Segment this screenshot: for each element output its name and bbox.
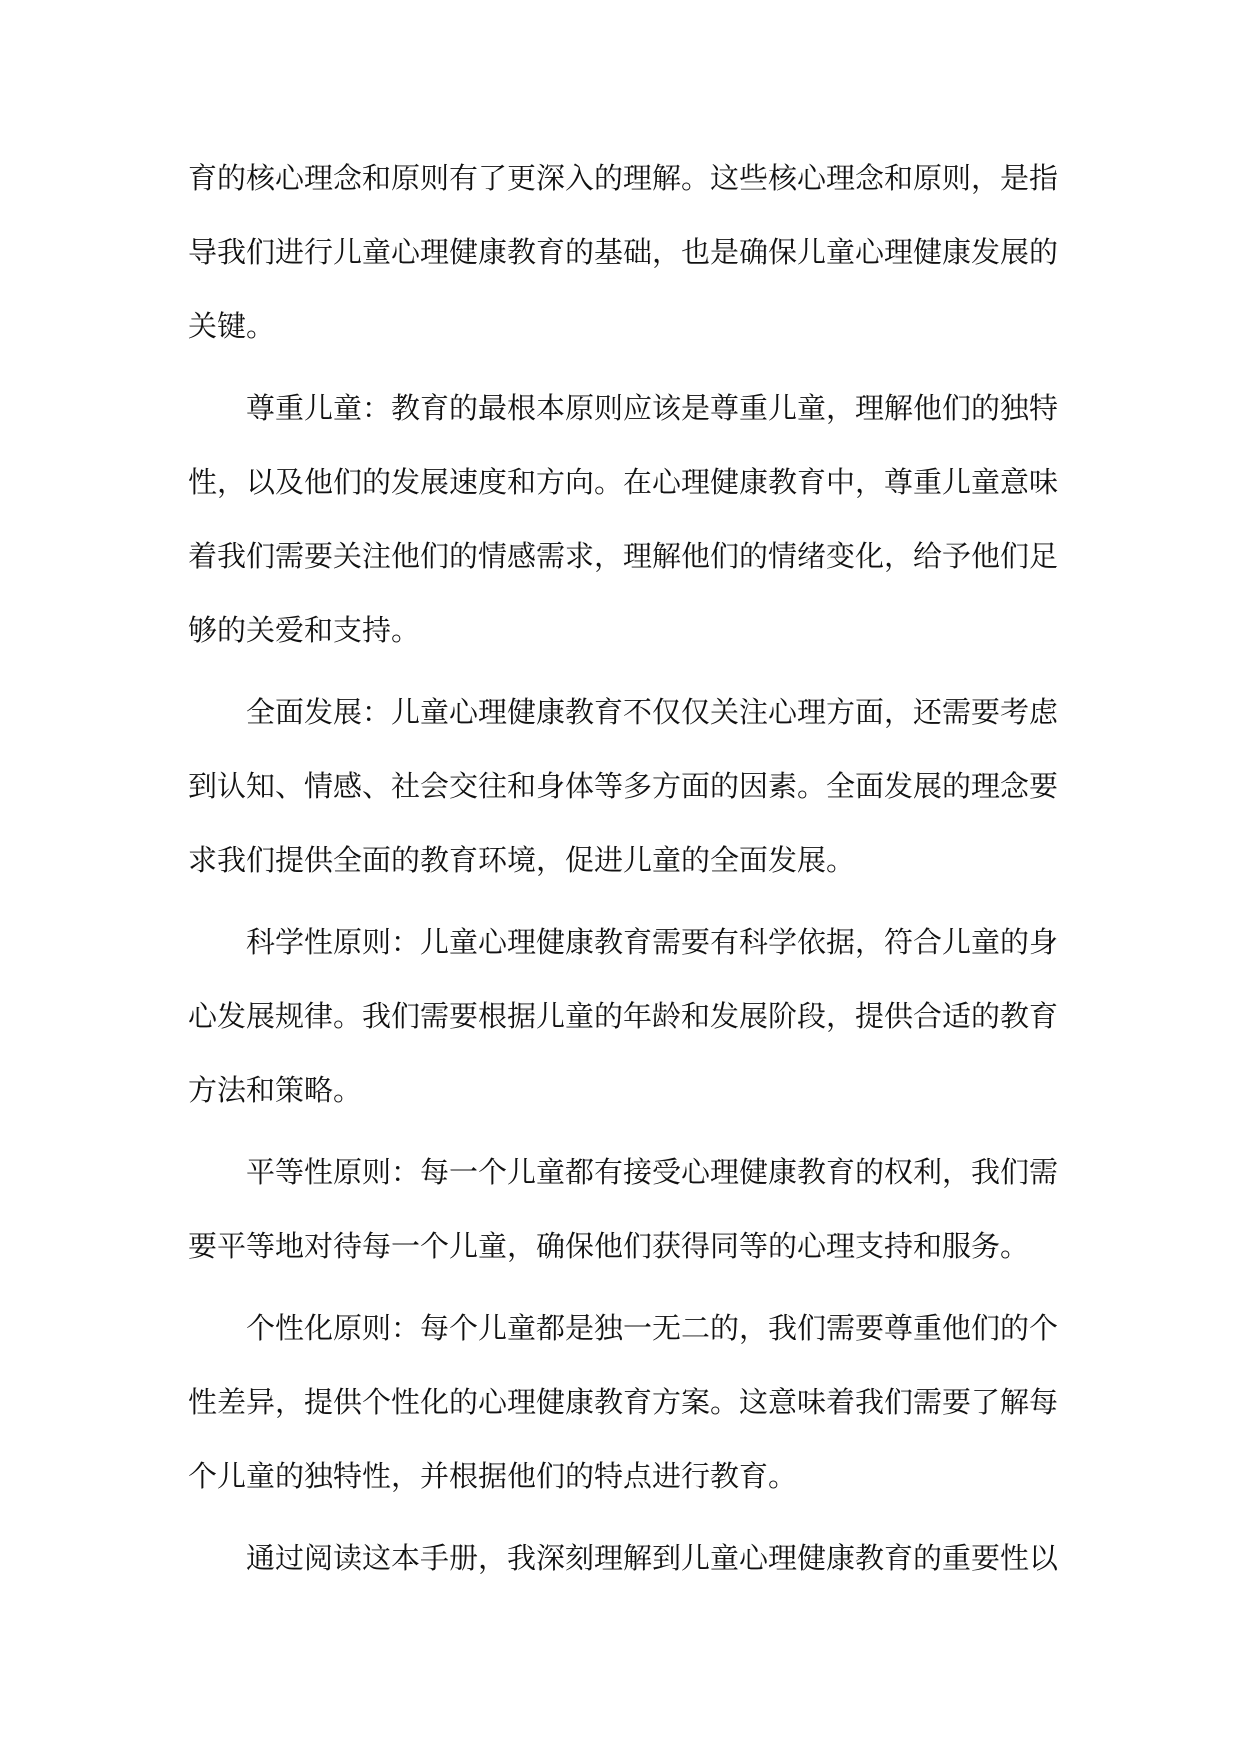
text-line: 尊重儿童：教育的最根本原则应该是尊重儿童，理解他们的独特: [246, 391, 1059, 425]
text-line: 性差异，提供个性化的心理健康教育方案。这意味着我们需要了解每: [188, 1385, 1059, 1419]
text-line: 导我们进行儿童心理健康教育的基础，也是确保儿童心理健康发展的: [188, 235, 1059, 269]
paragraph-respect-children: [188, 371, 1059, 667]
text-line: 关键。: [188, 309, 276, 343]
text-line: 平等性原则：每一个儿童都有接受心理健康教育的权利，我们需: [246, 1155, 1059, 1189]
paragraph-comprehensive-development: [188, 675, 1059, 897]
text-line: 个性化原则：每个儿童都是独一无二的，我们需要尊重他们的个: [246, 1311, 1059, 1345]
text-line: 心发展规律。我们需要根据儿童的年龄和发展阶段，提供合适的教育: [188, 999, 1059, 1033]
text-line: 性，以及他们的发展速度和方向。在心理健康教育中，尊重儿童意味: [188, 465, 1059, 499]
text-line: 通过阅读这本手册，我深刻理解到儿童心理健康教育的重要性以: [246, 1541, 1059, 1575]
paragraph-scientific-principle: [188, 905, 1059, 1127]
text-line: 求我们提供全面的教育环境，促进儿童的全面发展。: [188, 843, 856, 877]
text-line: 到认知、情感、社会交往和身体等多方面的因素。全面发展的理念要: [188, 769, 1059, 803]
text-line: 着我们需要关注他们的情感需求，理解他们的情绪变化，给予他们足: [188, 539, 1059, 573]
document-body: [188, 141, 1059, 1603]
text-line: 全面发展：儿童心理健康教育不仅仅关注心理方面，还需要考虑: [246, 695, 1059, 729]
paragraph-individualization-principle: [188, 1291, 1059, 1513]
paragraph-conclusion: [188, 1521, 1059, 1595]
paragraph-intro: [188, 141, 1059, 363]
paragraph-equality-principle: [188, 1135, 1059, 1283]
text-line: 要平等地对待每一个儿童，确保他们获得同等的心理支持和服务。: [188, 1229, 1030, 1263]
text-line: 够的关爱和支持。: [188, 613, 421, 647]
text-line: 育的核心理念和原则有了更深入的理解。这些核心理念和原则，是指: [188, 161, 1059, 195]
text-line: 科学性原则：儿童心理健康教育需要有科学依据，符合儿童的身: [246, 925, 1059, 959]
text-line: 个儿童的独特性，并根据他们的特点进行教育。: [188, 1459, 798, 1493]
text-line: 方法和策略。: [188, 1073, 363, 1107]
